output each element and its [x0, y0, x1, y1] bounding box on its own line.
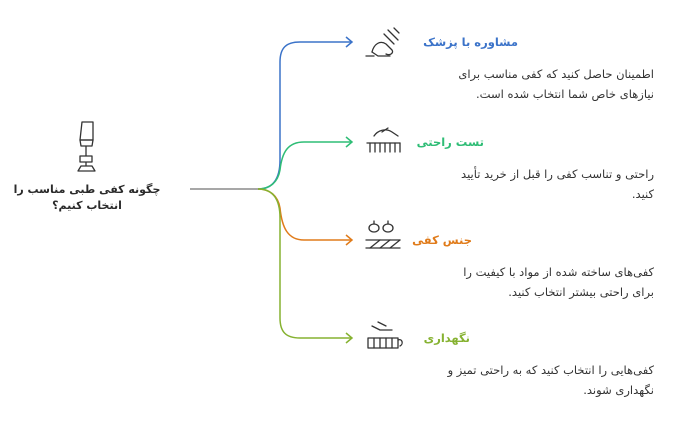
desc-line: برای راحتی بیشتر انتخاب کنید. [508, 285, 654, 299]
center-topic-line-1: چگونه کفی طبی مناسب را [13, 183, 161, 196]
branch-desc-comfort-test [414, 164, 654, 204]
desc-line: کفی‌هایی را انتخاب کنید که به راحتی تمیز و [447, 363, 654, 377]
branch-title-consult-doctor: مشاوره با پزشک [423, 35, 518, 49]
desc-line: نگهداری شوند. [583, 383, 654, 397]
branch-desc-consult-doctor [414, 64, 654, 104]
hand-cleaning-icon [368, 322, 402, 348]
branch-desc-maintenance [394, 360, 654, 400]
center-topic [12, 182, 162, 214]
branch-connector-1 [258, 42, 352, 189]
prosthetic-leg-icon [78, 122, 95, 171]
desc-line: نیازهای خاص شما انتخاب شده است. [476, 87, 654, 101]
branch-desc-insole-material [414, 262, 654, 302]
desc-line: کفی‌های ساخته شده از مواد با کیفیت را [463, 265, 654, 279]
branch-connector-2 [258, 142, 352, 189]
branch-title-maintenance: نگهداری [423, 331, 470, 345]
branch-connector-4 [258, 189, 352, 338]
branch-connector-3 [258, 189, 352, 240]
branch-title-insole-material: جنس کفی [412, 233, 472, 247]
hand-writing-icon [366, 28, 399, 56]
material-texture-icon [366, 221, 400, 248]
branch-title-comfort-test: تست راحتی [416, 135, 484, 149]
hand-comb-icon [367, 128, 400, 152]
desc-line: راحتی و تناسب کفی را قبل از خرید تأیید [461, 167, 654, 181]
desc-line: اطمینان حاصل کنید که کفی مناسب برای [458, 67, 654, 81]
desc-line: کنید. [631, 187, 654, 201]
center-topic-line-2: انتخاب کنیم؟ [52, 199, 122, 212]
